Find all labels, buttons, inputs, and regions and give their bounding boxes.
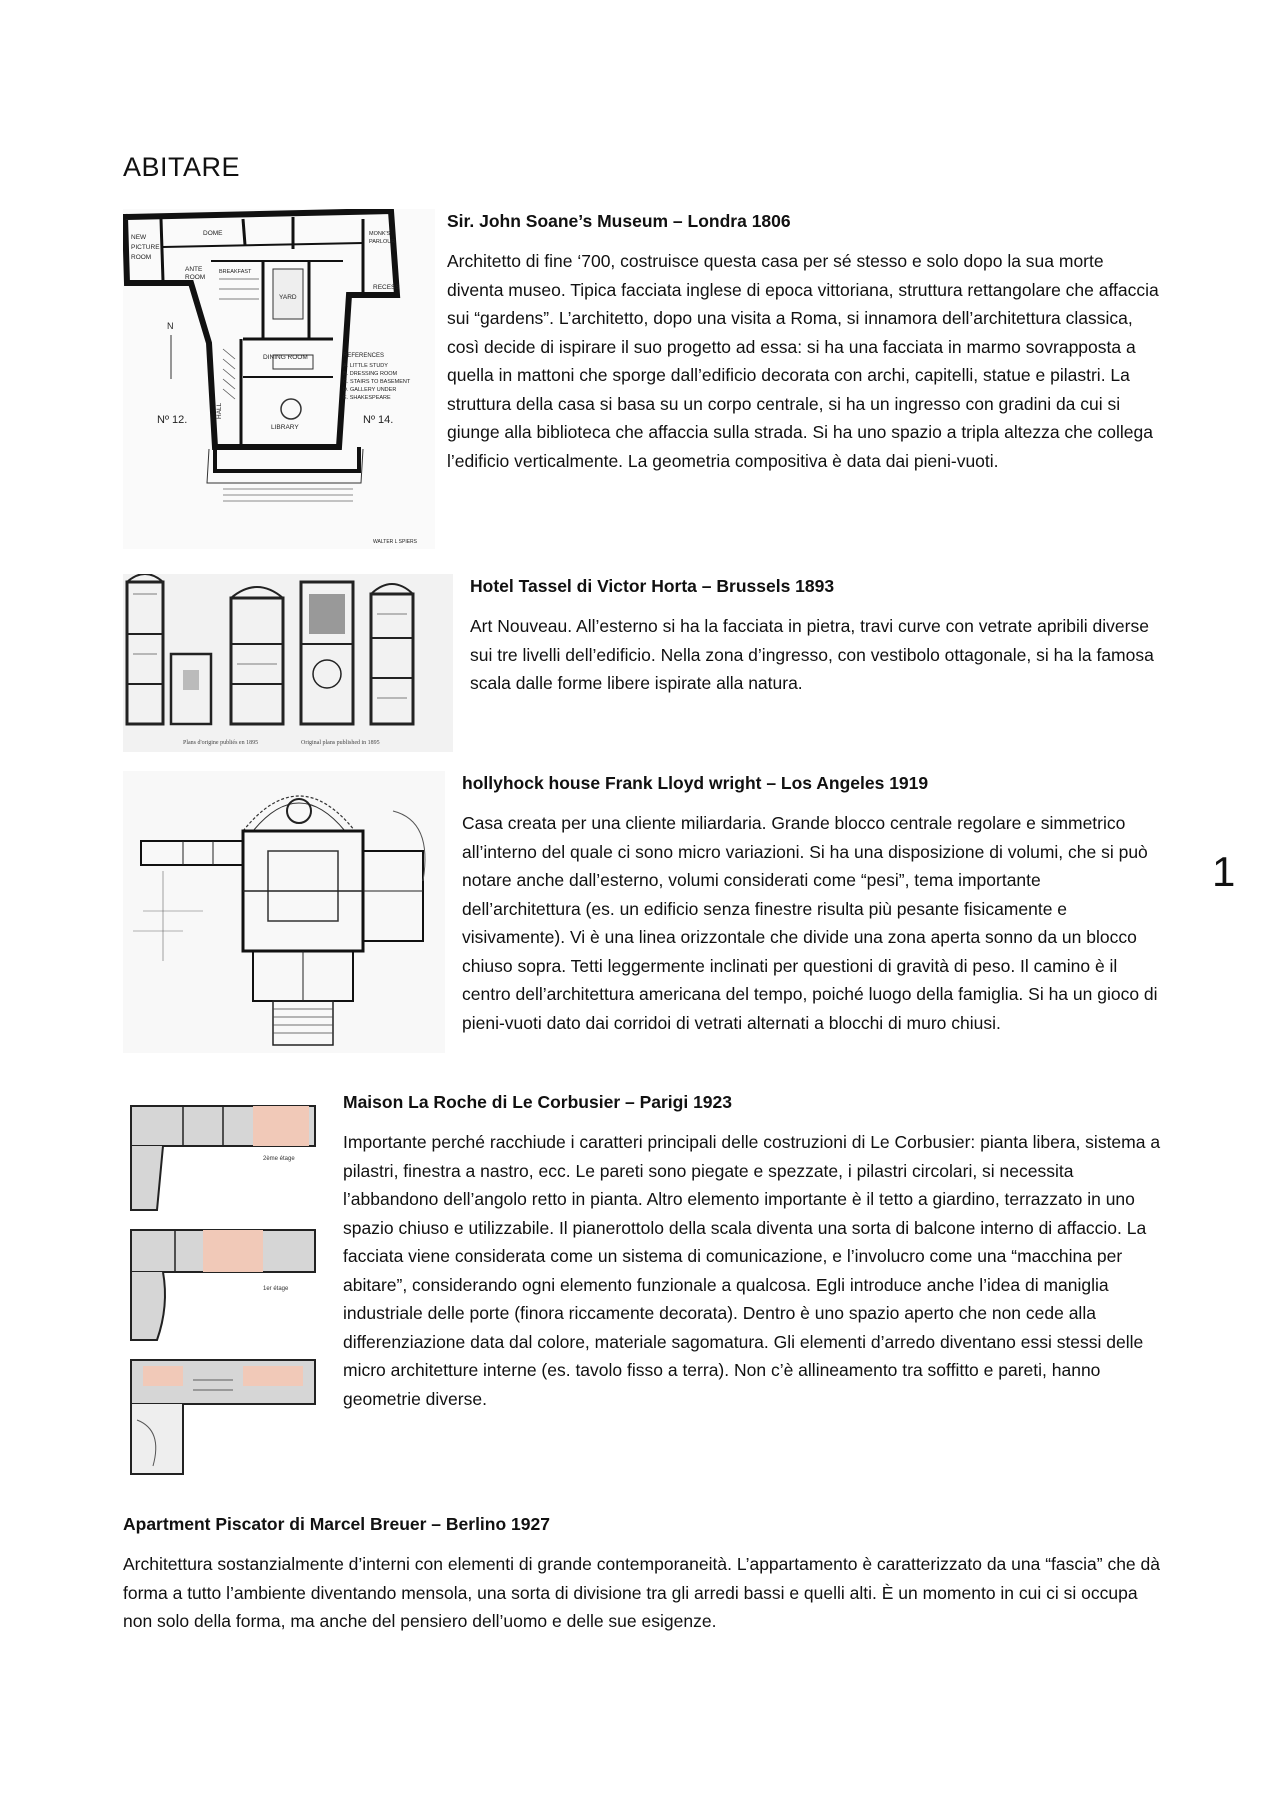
hotel-tassel-plans bbox=[123, 574, 453, 752]
svg-text:N: N bbox=[167, 321, 174, 331]
svg-text:E. SHAKESPEARE: E. SHAKESPEARE bbox=[343, 395, 391, 401]
svg-text:RECESS: RECESS bbox=[373, 284, 400, 291]
svg-text:NEW: NEW bbox=[131, 234, 147, 241]
hollyhock-house-plan bbox=[123, 771, 445, 1053]
section-hollyhock bbox=[462, 771, 1162, 1037]
section-horta bbox=[470, 574, 1160, 698]
svg-text:ANTE: ANTE bbox=[185, 266, 203, 273]
svg-text:ROOM: ROOM bbox=[185, 274, 206, 281]
section-body: Architetto di fine ‘700, costruisce questa casa per sé stesso e solo dopo la sua morte diventa museo. Tipica facciata inglese di epoca vittoriana, struttura rettangolare che affaccia sui “gardens”. L’architetto, dopo una visita a Roma, si innamora dell’architettura classica, così decide di ispirare il suo progetto ad essa: si ha una facciata in marmo sovrapposta a quella in mattoni che sporge dall’edificio decorata con archi, capitelli, statue e pilastri. La struttura della casa si basa su un corpo centrale, si ha un ingresso con gradini da cui si giunge alla biblioteca che affaccia sulla strada. Si ha uno spazio a tripla altezza che collega l’edificio verticalmente. La geometria compositiva è data dai pieni-vuoti. bbox=[447, 251, 1159, 471]
page-title: ABITARE bbox=[123, 152, 241, 182]
section-body: Importante perché racchiude i caratteri principali delle costruzioni di Le Corbusier: pianta libera, sistema a pilastri, finestra a nastro, ecc. Le pareti sono piegate e spezzate, i pilastri circolari, si necessita l’abbandono dell’angolo retto in pianta. Altro elemento importante è il tetto a giardino, terrazzato in uno spazio chiuso e utilizzabile. Il pianerottolo della scala diventa una sorta di balcone interno di affaccio. La facciata viene considerata come un sistema di comunicazione, e l’involucro come una “macchina per abitare”, considerando ogni elemento funzionale a qualcosa. Egli introduce anche l’idea di maniglia industriale delle porte (finora riccamente decorata). Dentro è uno spazio aperto che non cede alla differenziazione data dal colore, materiale sagomatura. Gli elementi d’arredo diventano essi stessi delle micro architetture interne (es. tavolo fisso a terra). Non c’è allineamento tra soffitto e pareti, hanno geometrie diverse. bbox=[343, 1132, 1161, 1409]
section-body: Casa creata per una cliente miliardaria. Grande blocco centrale regolare e simmetrico all’interno del quale ci sono micro variazioni. Si ha una disposizione di volumi, che si può notare anche dall’esterno, volumi considerati come “pesi”, tema importante dell’architettura (es. un edificio senza finestre risulta più pesante fisicamente e visivamente). Vi è una linea orizzontale che divide una zona aperta sonno da un blocco chiuso sopra. Tetti leggermente inclinati per questioni di gravità di peso. Il camino è il centro dell’architettura americana del tempo, poiché luogo della famiglia. Si ha un gioco di pieni-vuoti dato dai corridoi di vetrati alternati a blocchi di muro chiusi. bbox=[462, 813, 1158, 1033]
section-heading: Sir. John Soane’s Museum – Londra 1806 bbox=[447, 211, 791, 231]
section-heading: hollyhock house Frank Lloyd wright – Los Angeles 1919 bbox=[462, 773, 929, 793]
maison-la-roche-plans bbox=[123, 1090, 323, 1482]
svg-text:MONK'S: MONK'S bbox=[369, 231, 391, 237]
section-soane bbox=[447, 209, 1162, 475]
section-body: Art Nouveau. All’esterno si ha la facciata in pietra, travi curve con vetrate apribili diverse sui tre livelli dell’edificio. Nella zona d’ingresso, con vestibolo ottagonale, si ha la famosa scala dalle forme libere ispirate alla natura. bbox=[470, 616, 1154, 693]
svg-text:DINING ROOM: DINING ROOM bbox=[263, 354, 308, 361]
svg-text:A. LITTLE STUDY: A. LITTLE STUDY bbox=[343, 363, 388, 369]
section-heading: Hotel Tassel di Victor Horta – Brussels 1893 bbox=[470, 576, 835, 596]
svg-text:1er étage: 1er étage bbox=[263, 1286, 289, 1292]
plan-caption-right: Original plans published in 1895 bbox=[301, 740, 380, 746]
section-la-roche bbox=[343, 1090, 1165, 1413]
svg-text:REFERENCES: REFERENCES bbox=[343, 353, 385, 359]
svg-text:WALTER L SPIERS: WALTER L SPIERS bbox=[373, 539, 417, 545]
svg-text:LIBRARY: LIBRARY bbox=[271, 424, 299, 431]
svg-text:C. STAIRS TO BASEMENT: C. STAIRS TO BASEMENT bbox=[343, 379, 411, 385]
svg-text:HALL: HALL bbox=[216, 402, 223, 419]
page-number: 1 bbox=[1212, 848, 1236, 895]
section-heading: Apartment Piscator di Marcel Breuer – Berlino 1927 bbox=[123, 1514, 550, 1534]
svg-text:PARLOUR: PARLOUR bbox=[369, 239, 396, 245]
svg-text:Nº 12.: Nº 12. bbox=[157, 414, 188, 426]
svg-text:PICTURE: PICTURE bbox=[131, 244, 160, 251]
svg-text:YARD: YARD bbox=[279, 294, 297, 301]
svg-text:D. GALLERY UNDER: D. GALLERY UNDER bbox=[343, 387, 397, 393]
plan-caption-left: Plans d'origine publiés en 1895 bbox=[183, 740, 259, 746]
section-piscator bbox=[123, 1512, 1165, 1636]
soane-museum-plan bbox=[123, 209, 435, 549]
section-body: Architettura sostanzialmente d’interni con elementi di grande contemporaneità. L’appartamento è caratterizzato da una “fascia” che dà forma a tutto l’ambiente diventando mensola, una sorta di divisione tra gli arredi bassi e quelli alti. È un momento in cui ci si occupa non solo della forma, ma anche del pensiero dell’uomo e delle sue esigenze. bbox=[123, 1554, 1160, 1631]
section-heading: Maison La Roche di Le Corbusier – Parigi 1923 bbox=[343, 1092, 733, 1112]
svg-text:BREAKFAST: BREAKFAST bbox=[219, 269, 252, 275]
svg-text:ROOM: ROOM bbox=[131, 254, 152, 261]
svg-text:DOME: DOME bbox=[203, 230, 223, 237]
svg-text:B. DRESSING ROOM: B. DRESSING ROOM bbox=[343, 371, 398, 377]
svg-text:Nº 14.: Nº 14. bbox=[363, 414, 394, 426]
svg-text:2ème étage: 2ème étage bbox=[263, 1156, 295, 1162]
